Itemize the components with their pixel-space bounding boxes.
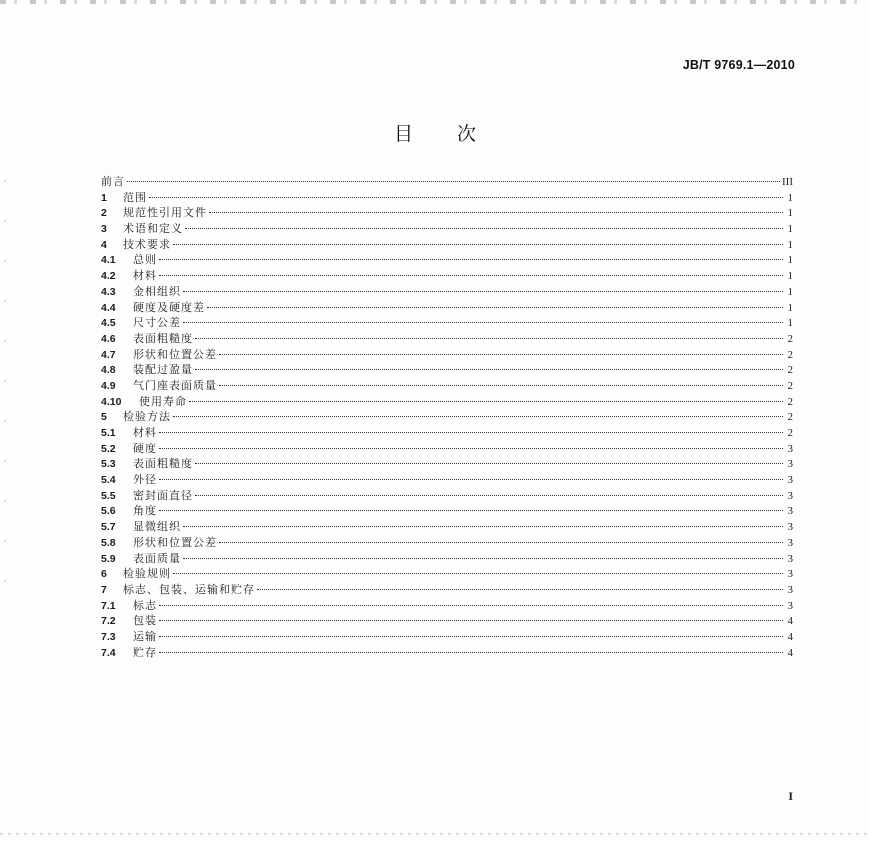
toc-entry[interactable] [101,535,793,551]
toc-entry-label: 形状和位置公差 [133,535,217,549]
toc-entry[interactable] [101,629,793,645]
toc-entry-number: 4 [101,238,107,251]
toc-entry[interactable] [101,190,793,206]
toc-entry-number: 5 [101,411,107,424]
toc-dot-leader [159,447,783,449]
toc-entry[interactable] [101,205,793,221]
toc-entry-number: 5.5 [101,489,116,502]
toc-entry-number: 4.10 [101,395,122,408]
toc-entry[interactable] [101,503,793,519]
toc-entry-number: 5.1 [101,427,116,439]
toc-entry-number: 7.4 [101,646,116,659]
toc-dot-leader [195,337,783,339]
toc-entry-number: 4.5 [101,317,116,330]
toc-entry[interactable] [101,362,793,378]
toc-entry-number: 5.6 [101,505,116,518]
scan-artifact-top [0,0,870,4]
toc-entry-label: 技术要求 [123,237,171,251]
toc-entry-label: 标志、包装、运输和贮存 [123,582,255,596]
toc-entry[interactable] [101,300,793,316]
toc-entry-number: 3 [101,223,107,236]
toc-entry-label: 术语和定义 [123,222,183,236]
toc-entry-number: 4.7 [101,348,116,361]
toc-entry-page: 3 [787,489,793,502]
toc-entry[interactable] [101,174,793,190]
toc-entry-number: 5.2 [101,442,116,455]
toc-entry-number: 7.1 [101,599,116,612]
toc-dot-leader [183,557,783,559]
toc-entry-page: 4 [787,630,793,643]
toc-entry[interactable] [101,441,793,457]
toc-entry-number: 2 [101,207,107,220]
toc-dot-leader [173,415,783,417]
toc-dot-leader [257,588,783,590]
toc-entry-label: 外径 [133,473,157,487]
toc-entry-page: 2 [787,411,793,424]
toc-entry-number: 4.3 [101,285,116,298]
toc-entry[interactable] [101,268,793,284]
toc-entry-label: 形状和位置公差 [133,347,217,361]
toc-entry-page: 3 [787,536,793,549]
toc-entry-page: 1 [787,270,793,283]
toc-entry[interactable] [101,425,793,441]
toc-entry-number: 7.2 [101,615,116,628]
toc-entry-label: 包装 [133,614,157,628]
toc-dot-leader [149,196,783,198]
toc-entry-label: 规范性引用文件 [123,206,207,220]
toc-entry-number: 5.3 [101,458,116,471]
toc-entry[interactable] [101,237,793,253]
toc-dot-leader [159,619,783,621]
toc-title: 目次 [393,123,520,145]
scan-artifact-bottom [0,833,870,835]
toc-entry-number: 6 [101,568,107,581]
toc-entry-number: 4.8 [101,364,116,377]
toc-entry[interactable] [101,582,793,598]
document-code: JB/T 9769.1—2010 [682,58,795,72]
toc-entry-page: 3 [787,505,793,518]
toc-entry-page: 3 [787,474,793,487]
toc-dot-leader [159,274,783,276]
toc-entry-page: 1 [787,317,793,330]
toc-dot-leader [185,227,783,229]
toc-entry[interactable] [101,394,793,410]
toc-entry-number: 4.6 [101,332,116,345]
toc-dot-leader [219,541,783,543]
toc-entry[interactable] [101,456,793,472]
toc-entry-number: 1 [101,191,107,204]
table-of-contents [101,174,793,660]
toc-entry-page: 4 [787,615,793,628]
toc-dot-leader [127,180,780,182]
toc-entry-page: 1 [787,254,793,267]
toc-dot-leader [183,321,783,323]
toc-entry-label: 硬度 [133,441,157,455]
toc-dot-leader [159,258,783,260]
toc-dot-leader [173,243,783,245]
toc-entry[interactable] [101,378,793,394]
toc-entry-label: 尺寸公差 [133,316,181,330]
toc-entry-number: 7 [101,583,107,596]
toc-entry-page: 1 [787,191,793,204]
toc-dot-leader [159,509,783,511]
toc-entry-label: 密封面直径 [133,488,193,502]
toc-entry[interactable] [101,566,793,582]
toc-entry-label: 表面粗糙度 [133,457,193,471]
toc-entry-label: 材料 [133,269,157,283]
toc-dot-leader [195,368,783,370]
toc-entry-label: 检验方法 [123,410,171,424]
toc-entry-label: 表面粗糙度 [133,331,193,345]
toc-entry-label: 总则 [133,253,157,267]
toc-entry-label: 检验规则 [123,567,171,581]
toc-entry-label: 显微组织 [133,520,181,534]
toc-entry-label: 金相组织 [133,284,181,298]
toc-entry-label: 前言 [101,175,125,188]
toc-entry-number: 4.2 [101,270,116,283]
toc-dot-leader [183,525,783,527]
toc-entry-label: 运输 [133,629,157,643]
toc-entry-label: 装配过盈量 [133,363,193,377]
toc-entry-page: 3 [787,458,793,471]
toc-entry-label: 范围 [123,190,147,204]
toc-dot-leader [195,494,783,496]
toc-dot-leader [189,400,783,402]
toc-entry-page: 2 [787,364,793,377]
toc-entry-page: 3 [787,599,793,612]
toc-entry[interactable] [101,331,793,347]
toc-entry-number: 5.7 [101,521,116,534]
toc-entry-page: 3 [787,552,793,565]
toc-entry[interactable] [101,645,793,661]
toc-entry-page: 2 [787,427,793,439]
toc-entry-page: 3 [787,442,793,455]
toc-entry[interactable] [101,519,793,535]
toc-entry-page: 3 [787,568,793,581]
toc-entry-page: 1 [787,301,793,314]
toc-dot-leader [159,651,783,653]
toc-dot-leader [159,431,783,433]
toc-entry[interactable] [101,598,793,614]
toc-entry-page: 2 [787,395,793,408]
toc-entry[interactable] [101,613,793,629]
toc-dot-leader [207,306,783,308]
toc-dot-leader [183,290,783,292]
toc-entry[interactable] [101,472,793,488]
page-number: I [788,789,793,803]
toc-entry[interactable] [101,221,793,237]
toc-entry-number: 4.1 [101,254,116,267]
toc-entry-number: 7.3 [101,630,116,643]
toc-dot-leader [159,635,783,637]
toc-entry-label: 气门座表面质量 [133,378,217,392]
toc-entry[interactable] [101,488,793,504]
toc-entry-page: 3 [787,521,793,534]
toc-entry[interactable] [101,252,793,268]
toc-entry-number: 5.9 [101,552,116,565]
toc-entry-page: 1 [787,285,793,298]
toc-entry-number: 4.4 [101,301,116,314]
toc-entry[interactable] [101,347,793,363]
toc-entry-label: 角度 [133,504,157,518]
toc-entry-page: 3 [787,583,793,596]
toc-entry-label: 表面质量 [133,551,181,565]
toc-dot-leader [195,462,783,464]
toc-entry-page: 1 [787,238,793,251]
toc-entry-page: 2 [787,332,793,345]
toc-entry-label: 贮存 [133,645,157,659]
toc-dot-leader [219,384,783,386]
toc-entry-number: 5.8 [101,536,116,549]
toc-dot-leader [173,572,783,574]
toc-entry-page: 1 [787,207,793,220]
toc-entry-number: 4.9 [101,379,116,392]
toc-dot-leader [159,478,783,480]
toc-entry-label: 使用寿命 [139,394,187,408]
toc-entry-label: 硬度及硬度差 [133,300,205,314]
toc-entry-page: 2 [787,379,793,392]
toc-dot-leader [209,211,783,213]
toc-entry-label: 材料 [133,426,157,439]
scan-artifact-left [4,180,6,600]
toc-entry-number: 5.4 [101,474,116,487]
toc-entry[interactable] [101,315,793,331]
toc-entry[interactable] [101,284,793,300]
toc-entry[interactable] [101,551,793,567]
toc-entry-page: 2 [787,348,793,361]
toc-dot-leader [219,353,783,355]
toc-entry[interactable] [101,409,793,425]
toc-entry-page: 1 [787,223,793,236]
toc-entry-page: III [782,176,793,188]
toc-dot-leader [159,604,783,606]
toc-entry-page: 4 [787,646,793,659]
toc-entry-label: 标志 [133,598,157,612]
